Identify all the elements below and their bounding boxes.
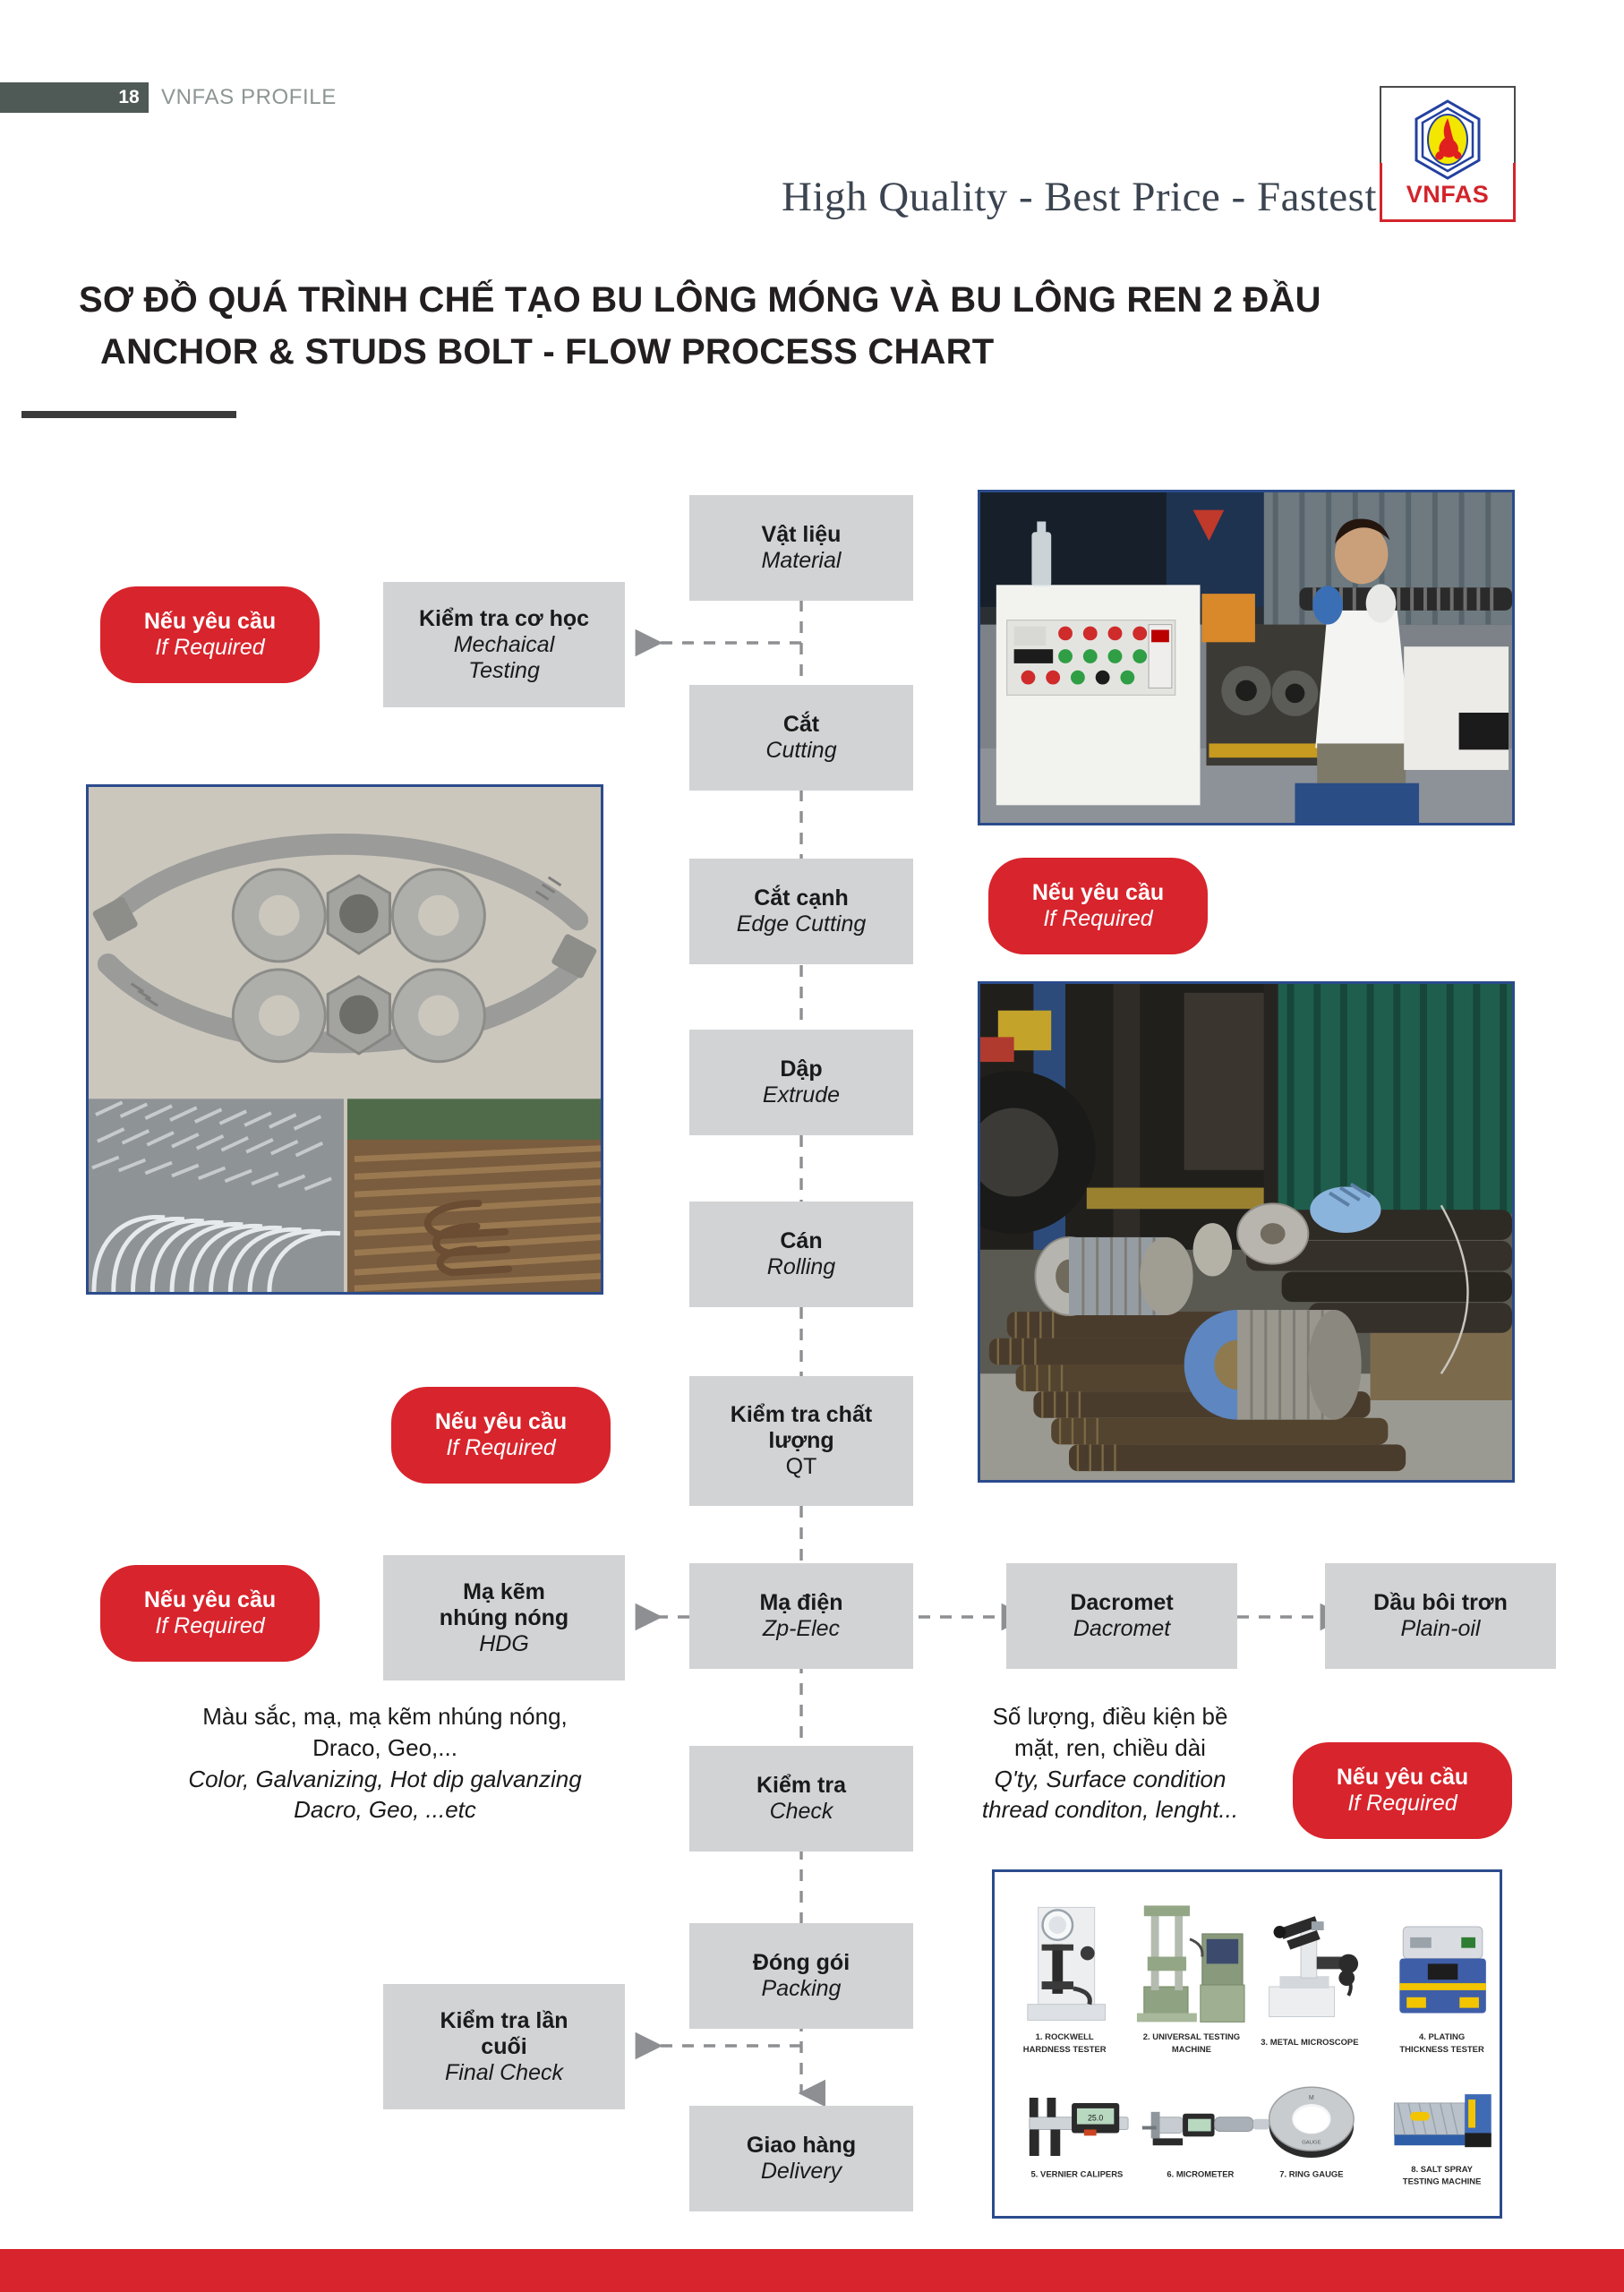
flow-box-zp-elec-vn: Mạ điện [759,1590,843,1615]
flow-box-rolling-en: Rolling [766,1254,836,1279]
flow-box-mechanical-testing[interactable] [383,582,625,707]
badge-if-required-edge-cutting[interactable] [988,858,1208,954]
note-plating [81,1701,689,1826]
photo-threading-machine [978,490,1515,825]
page-title-line2: ANCHOR & STUDS BOLT - FLOW PROCESS CHART [100,332,995,372]
svg-text:HARDNESS TESTER: HARDNESS TESTER [1022,2044,1107,2055]
badge-en-5: If Required [1347,1791,1457,1816]
flow-box-delivery-vn: Giao hàng [746,2133,857,2158]
svg-text:GAUGE: GAUGE [1302,2140,1321,2146]
page-title-line1: SƠ ĐỒ QUÁ TRÌNH CHẾ TẠO BU LÔNG MÓNG VÀ BU LÔNG REN 2 ĐẦU [79,280,1321,320]
flow-box-packing-vn: Đóng gói [752,1950,850,1975]
hexagon-flame-icon [1411,98,1484,181]
note-plating-vn2: Draco, Geo,... [312,1733,457,1761]
flow-box-cutting-vn: Cắt [782,712,820,737]
header-label: VNFAS PROFILE [161,85,337,109]
flow-box-mech-vn: Kiểm tra cơ học [418,605,590,631]
flow-box-plain-oil-vn: Dầu bôi trơn [1373,1590,1508,1615]
flow-box-edge-cutting-en: Edge Cutting [736,911,867,936]
flow-box-qt-vn2: lượng [768,1428,834,1453]
flow-box-extrude-en: Extrude [762,1082,841,1108]
flow-box-check[interactable] [689,1746,913,1852]
plating-thickness-tester-icon [1399,1927,1485,2013]
badge-if-required-hdg[interactable] [100,1565,320,1662]
svg-text:7. RING GAUGE: 7. RING GAUGE [1279,2169,1344,2180]
flow-box-final-check-en: Final Check [445,2059,563,2085]
flow-box-packing[interactable] [689,1923,913,2029]
header-left-bar [0,82,109,113]
flow-box-material-vn: Vật liệu [761,522,842,547]
flow-box-hdg-en: HDG [479,1630,529,1656]
note-check-en1: Q'ty, Surface condition [994,1765,1227,1792]
flow-box-zp-elec-en: Zp-Elec [762,1616,841,1641]
flow-box-qt-vn1: Kiểm tra chất [730,1402,873,1427]
note-plating-vn1: Màu sắc, mạ, mạ kẽm nhúng nóng, [202,1703,568,1730]
note-plating-en1: Color, Galvanizing, Hot dip galvanzing [188,1765,582,1792]
flow-box-quality-control[interactable] [689,1376,913,1506]
flow-box-delivery[interactable] [689,2106,913,2211]
flow-box-plain-oil-en: Plain-oil [1400,1616,1481,1641]
badge-en-4: If Required [155,1613,265,1638]
note-check-vn1: Số lượng, điều kiện bề [992,1703,1228,1730]
flow-box-packing-en: Packing [761,1976,842,2001]
photo-anchor-bolt-set [86,784,603,1295]
flow-box-material-en: Material [761,548,842,573]
svg-text:4. PLATING: 4. PLATING [1418,2032,1466,2043]
flow-box-hdg-vn1: Mạ kẽm [463,1578,545,1604]
anchor-bolt-washers-nuts-photo [89,787,601,1292]
flow-box-final-check-vn2: cuối [481,2033,527,2059]
badge-vn-2: Nếu yêu cầu [1031,879,1165,905]
badge-if-required-mechanical[interactable] [100,586,320,683]
badge-en-3: If Required [446,1435,556,1460]
svg-text:3. METAL MICROSCOPE: 3. METAL MICROSCOPE [1261,2037,1359,2048]
note-check-en2: thread conditon, lenght... [981,1796,1239,1824]
note-plating-en2: Dacro, Geo, ...etc [294,1796,476,1824]
worker-with-threading-machine-photo [980,492,1512,823]
flow-box-rolling-vn: Cán [780,1228,823,1253]
flow-box-final-check[interactable] [383,1984,625,2109]
svg-text:6. MICROMETER: 6. MICROMETER [1167,2169,1235,2180]
flow-box-plain-oil[interactable] [1325,1563,1556,1669]
flow-box-edge-cutting[interactable] [689,859,913,964]
flow-box-hot-dip-galvanizing[interactable] [383,1555,625,1681]
flow-box-zp-elec[interactable] [689,1563,913,1669]
badge-en-2: If Required [1043,906,1153,931]
svg-text:TESTING MACHINE: TESTING MACHINE [1402,2177,1482,2187]
flow-box-edge-cutting-vn: Cắt cạnh [754,885,849,911]
page-number: 18 [109,82,149,113]
flow-box-dacromet-vn: Dacromet [1070,1590,1174,1615]
svg-text:MACHINE: MACHINE [1171,2044,1211,2055]
flow-box-mech-en1: Mechaical [453,631,555,657]
photo-stud-bolts-pallet [978,981,1515,1483]
note-check [931,1701,1289,1826]
flow-box-extrude-vn: Dập [780,1056,823,1082]
flow-box-cutting[interactable] [689,685,913,791]
svg-text:THICKNESS TESTER: THICKNESS TESTER [1399,2044,1484,2055]
page-title [79,274,1547,378]
photo-testing-equipment-panel [992,1869,1502,2219]
title-underline [21,411,236,418]
flow-box-cutting-en: Cutting [765,738,837,763]
flow-box-qt-en: QT [785,1454,817,1479]
badge-vn-3: Nếu yêu cầu [434,1408,568,1434]
flow-box-hdg-vn2: nhúng nóng [439,1604,569,1630]
flow-box-dacromet[interactable] [1006,1563,1237,1669]
tagline: High Quality - Best Price - Fastest [782,174,1377,220]
flow-box-check-vn: Kiểm tra [756,1773,847,1798]
badge-en-1: If Required [155,635,265,660]
flow-box-dacromet-en: Dacromet [1073,1616,1171,1641]
badge-vn-1: Nếu yêu cầu [143,608,277,634]
svg-text:5. VERNIER CALIPERS: 5. VERNIER CALIPERS [1030,2169,1124,2180]
svg-text:2. UNIVERSAL TESTING: 2. UNIVERSAL TESTING [1142,2032,1241,2043]
svg-text:8. SALT SPRAY: 8. SALT SPRAY [1411,2164,1473,2175]
flow-box-material[interactable] [689,495,913,601]
note-check-vn2: mặt, ren, chiều dài [1014,1733,1206,1761]
badge-if-required-quality[interactable] [391,1387,611,1484]
badge-vn-4: Nếu yêu cầu [143,1586,277,1612]
footer-accent-bar [0,2249,1624,2292]
flow-box-final-check-vn1: Kiểm tra lần [440,2007,568,2033]
hardness-tester-icon [1028,1907,1106,2020]
logo-wordmark: VNFAS [1406,181,1490,208]
badge-vn-5: Nếu yêu cầu [1336,1764,1469,1790]
svg-text:M: M [1309,2095,1314,2102]
flow-box-rolling[interactable] [689,1202,913,1307]
flow-box-mech-en2: Testing [468,657,540,683]
svg-text:25.0: 25.0 [1088,2113,1104,2123]
stud-bolts-on-pallet-photo [980,984,1512,1480]
svg-text:1. ROCKWELL: 1. ROCKWELL [1035,2032,1094,2043]
badge-if-required-check[interactable] [1293,1742,1512,1839]
testing-equipment-grid [995,1872,1500,2216]
ring-gauge-icon [1269,2087,1355,2158]
flow-box-check-en: Check [769,1799,833,1824]
vnfas-logo [1380,86,1516,222]
flow-box-delivery-en: Delivery [760,2159,842,2184]
flow-box-extrude[interactable] [689,1030,913,1135]
